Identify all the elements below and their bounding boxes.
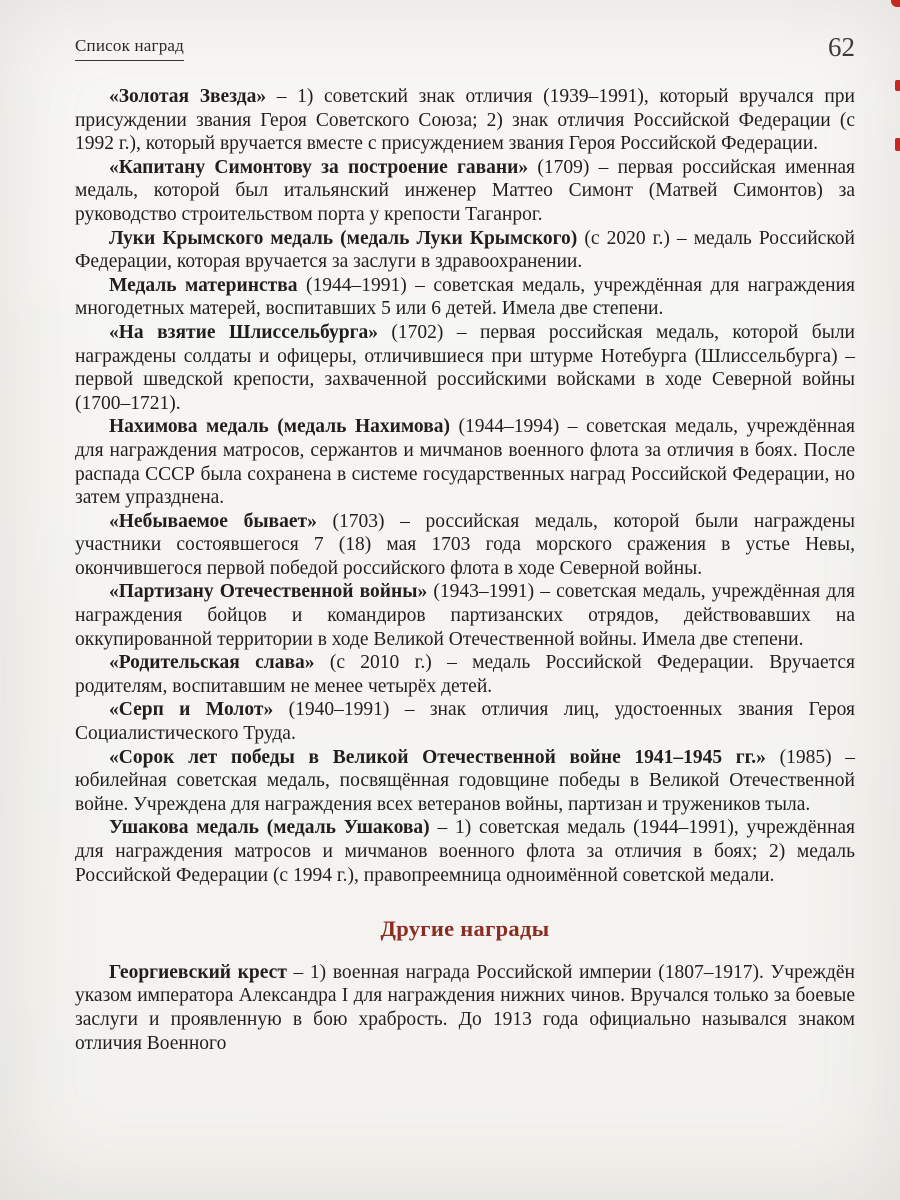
entry-text: (1702) – первая российская медаль, которой были награждены солдаты и офицеры, отличившиеся при штурме Нотебурга (Шлиссельбурга) – первой шведской крепости, захваченной российскими войсками в ходе Северной войны (1700–1721). [75,321,855,414]
section-heading: Другие награды [380,916,550,942]
entry-text: (1944–1994) – советская медаль, учреждённая для награждения матросов, сержантов и мичманов военного флота за отличия в боях. После распада СССР была сохранена в системе государственных наград Российской Федерации, но затем упразднена. [75,416,855,509]
page-body [75,85,855,1055]
entry-text: (1943–1991) – советская медаль, учреждённая для награждения бойцов и командиров партизанских отрядов, действовавших на оккупированной территории в ходе Великой Отечественной войны. Имела две степени. [75,581,855,650]
entry-term: «Золотая Звезда» [109,86,267,107]
entry-term: Луки Крымского медаль (медаль Луки Крымского) [109,227,578,249]
scan-artifact-edge [895,80,900,91]
scan-artifact-corner [891,0,900,7]
entry-text: (с 2020 г.) – медаль Российской Федерации, которая вручается за заслуги в здравоохранении. [75,227,855,273]
glossary-entry [75,580,855,651]
glossary-entry [75,274,855,321]
entry-text: – 1) военная награда Российской империи (1807–1917). Учреждён указом императора Александра I для награждения нижних чинов. Вручался только за боевые заслуги и проявленную в бою храбрость. До 1913 года официально назывался знаком отличия Военного [75,961,855,1054]
glossary-entry [75,85,855,156]
glossary-entry [75,415,855,509]
entry-term: Ушакова медаль (медаль Ушакова) [109,817,430,839]
glossary-entry [75,746,855,817]
entry-term: «Небываемое бывает» [109,510,317,532]
entry-text: (1940–1991) – знак отличия лиц, удостоенных звания Героя Социалистического Труда. [75,699,855,745]
entry-text: (1709) – первая российская именная медаль, которой был итальянский инженер Маттео Симонт (Матвей Симонтов) за руководство строительством порта у крепости Таганрог. [75,156,856,225]
glossary-entry [75,156,855,227]
entry-term: «Сорок лет победы в Великой Отечественной войне 1941–1945 гг.» [109,746,766,768]
entry-text: – 1) советская медаль (1944–1991), учреждённая для награждения матросов и мичманов военного флота за отличия в боях; 2) медаль Российской Федерации (с 1994 г.), правопреемница одноимённой советской медали. [75,817,855,886]
glossary-entry [75,961,855,1055]
entry-term: Медаль материнства [109,274,298,296]
entry-text: (1985) – юбилейная советская медаль, посвящённая годовщине победы в Великой Отечественной войне. Учреждена для награждения всех ветеранов войны, партизан и тружеников тыла. [75,746,855,815]
entry-term: Георгиевский крест [109,961,287,983]
glossary-entry [75,816,855,887]
entry-term: «Родительская слава» [109,652,315,674]
glossary-entry [75,510,855,581]
entry-text: – 1) советский знак отличия (1939–1991), который вручался при присуждении звания Героя Советского Союза; 2) знак отличия Российской Федерации (с 1992 г.), который вручается вместе с присуждением звания Героя Российской Федерации. [75,86,855,155]
entry-text: (1703) – российская медаль, которой были награждены участники состоявшегося 7 (18) мая 1703 года морского сражения в устье Невы, окончившегося первой победой российского флота в ходе Северной войны. [75,510,856,579]
entry-term: «Капитану Симонтову за построение гавани» [109,156,529,178]
page-header [75,34,855,61]
entry-term: «Серп и Молот» [109,699,274,721]
entry-text: (1944–1991) – советская медаль, учреждённая для награждения многодетных матерей, воспитавших 5 или 6 детей. Имела две степени. [75,274,855,320]
glossary-entry [75,227,855,274]
entry-term: «На взятие Шлиссельбурга» [109,321,378,343]
entry-term: Нахимова медаль (медаль Нахимова) [109,416,450,438]
glossary-entry [75,321,855,415]
page-number: 62 [828,32,855,62]
running-title: Список наград [75,36,184,61]
glossary-entry [75,651,855,698]
entry-text: (с 2010 г.) – медаль Российской Федерации. Вручается родителям, воспитавшим не менее четырёх детей. [75,652,855,697]
scan-artifact-edge [895,138,900,151]
entry-term: «Партизану Отечественной войны» [109,581,428,603]
glossary-entry [75,698,855,745]
